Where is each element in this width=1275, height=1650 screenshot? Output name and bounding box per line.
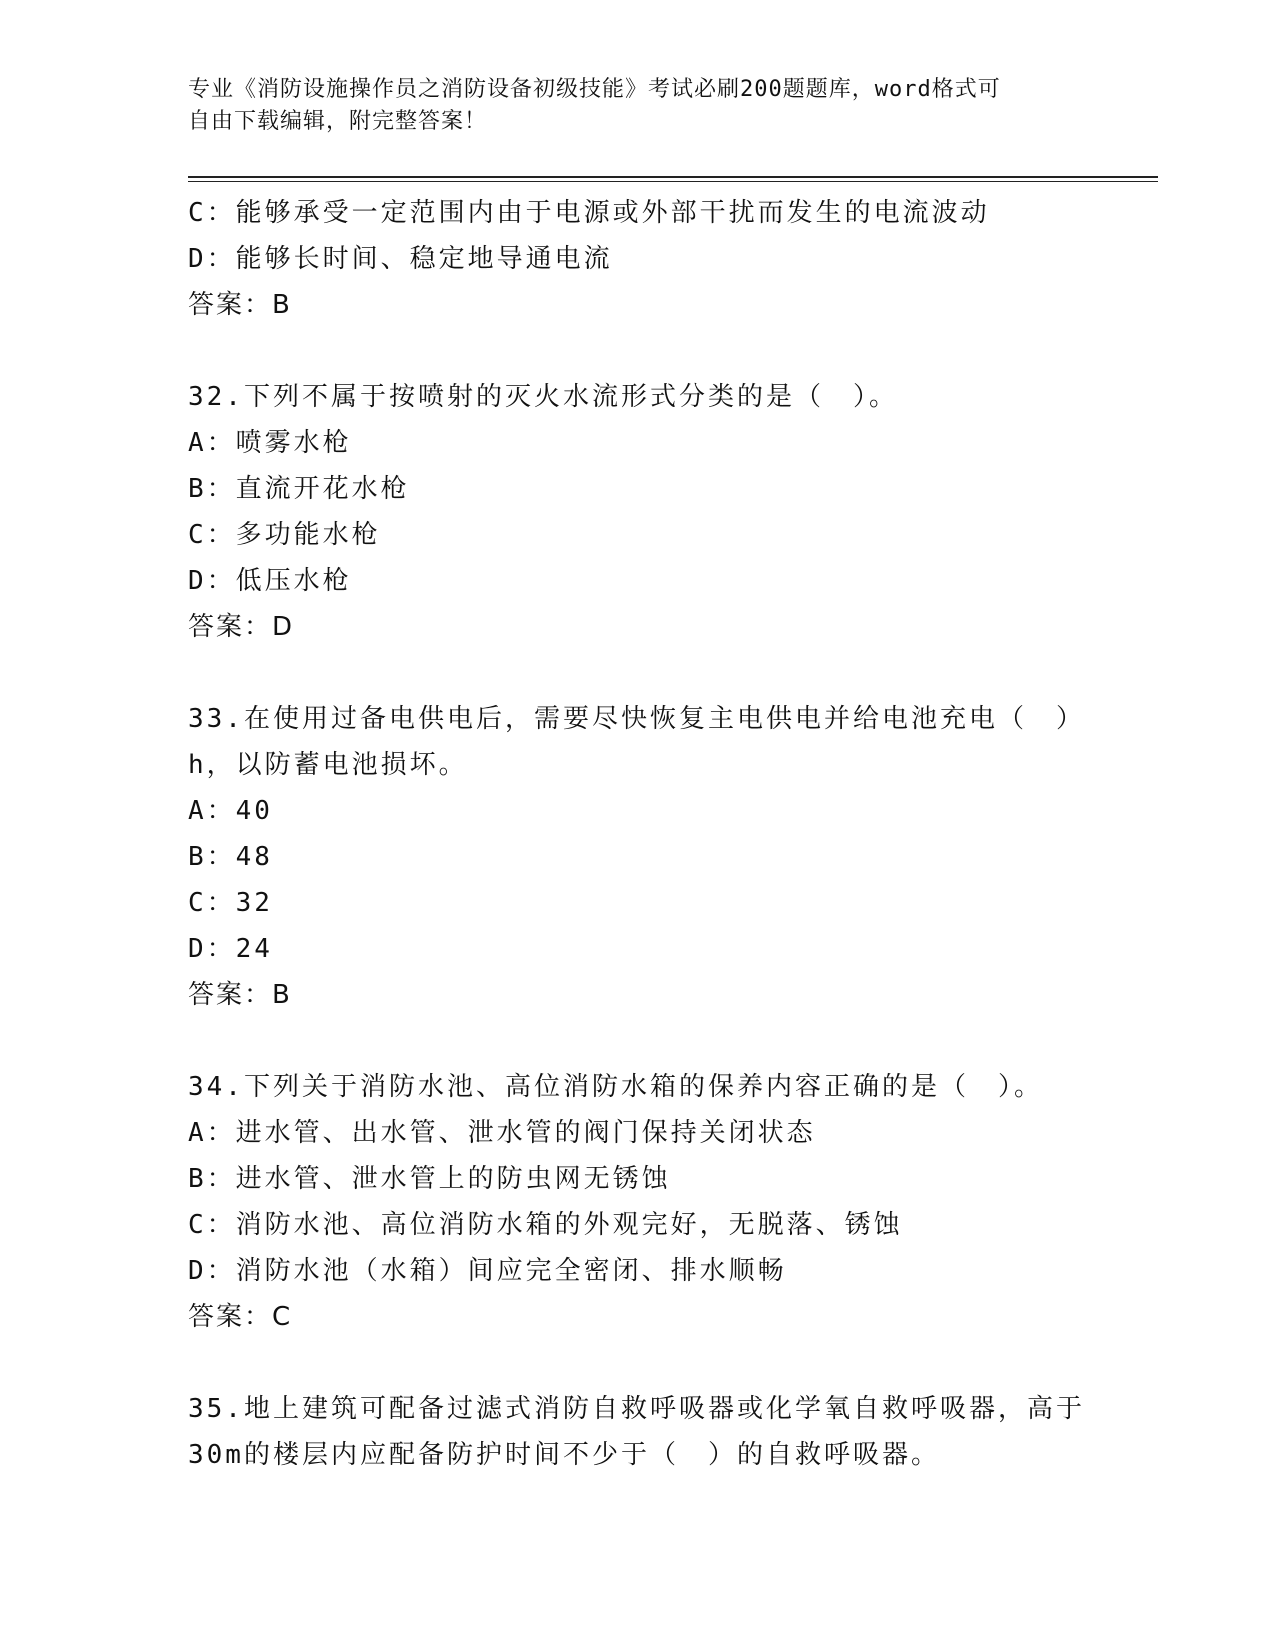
question-33 [188,696,1088,1018]
option-c: C：消防水池、高位消防水箱的外观完好，无脱落、锈蚀 [188,1210,903,1240]
answer-text: 答案：D [188,612,295,642]
option-b: B：进水管、泄水管上的防虫网无锈蚀 [188,1164,671,1194]
header-divider-thick [188,176,1158,178]
option-c: C：能够承受一定范围内由于电源或外部干扰而发生的电流波动 [188,198,990,228]
option-b: B：48 [188,842,273,872]
answer-text: 答案：B [188,290,292,320]
spacer [188,1340,1088,1386]
question-34 [188,1064,1088,1340]
option-b: B：直流开花水枪 [188,474,410,504]
option-d: D：24 [188,934,273,964]
option-d: D：能够长时间、稳定地导通电流 [188,244,613,274]
option-c: C：多功能水枪 [188,520,381,550]
spacer [188,1018,1088,1064]
question-stem-line-1: 33.在使用过备电供电后，需要尽快恢复主电供电并给电池充电（ ） [188,704,1085,734]
option-a: A：进水管、出水管、泄水管的阀门保持关闭状态 [188,1118,816,1148]
question-31-continuation [188,190,1088,328]
option-d: D：消防水池（水箱）间应完全密闭、排水顺畅 [188,1256,787,1286]
header-line-2: 自由下载编辑，附完整答案！ [188,109,488,134]
document-header [188,74,1088,138]
header-divider-thin [188,181,1158,182]
spacer [188,328,1088,374]
question-35 [188,1386,1088,1478]
question-stem-line-2: 30m的楼层内应配备防护时间不少于（ ）的自救呼吸器。 [188,1440,940,1470]
question-content [188,190,1088,1478]
question-stem: 34.下列关于消防水池、高位消防水箱的保养内容正确的是（ ）。 [188,1072,1043,1102]
spacer [188,650,1088,696]
question-stem: 32.下列不属于按喷射的灭火水流形式分类的是（ ）。 [188,382,898,412]
question-stem-line-2: h，以防蓄电池损坏。 [188,750,468,780]
option-a: A：喷雾水枪 [188,428,352,458]
option-a: A：40 [188,796,273,826]
option-d: D：低压水枪 [188,566,352,596]
answer-text: 答案：C [188,1302,293,1332]
question-32 [188,374,1088,650]
answer-text: 答案：B [188,980,292,1010]
option-c: C：32 [188,888,273,918]
header-line-1: 专业《消防设施操作员之消防设备初级技能》考试必刷200题题库，word格式可 [188,77,1001,102]
question-stem-line-1: 35.地上建筑可配备过滤式消防自救呼吸器或化学氧自救呼吸器，高于 [188,1394,1085,1424]
